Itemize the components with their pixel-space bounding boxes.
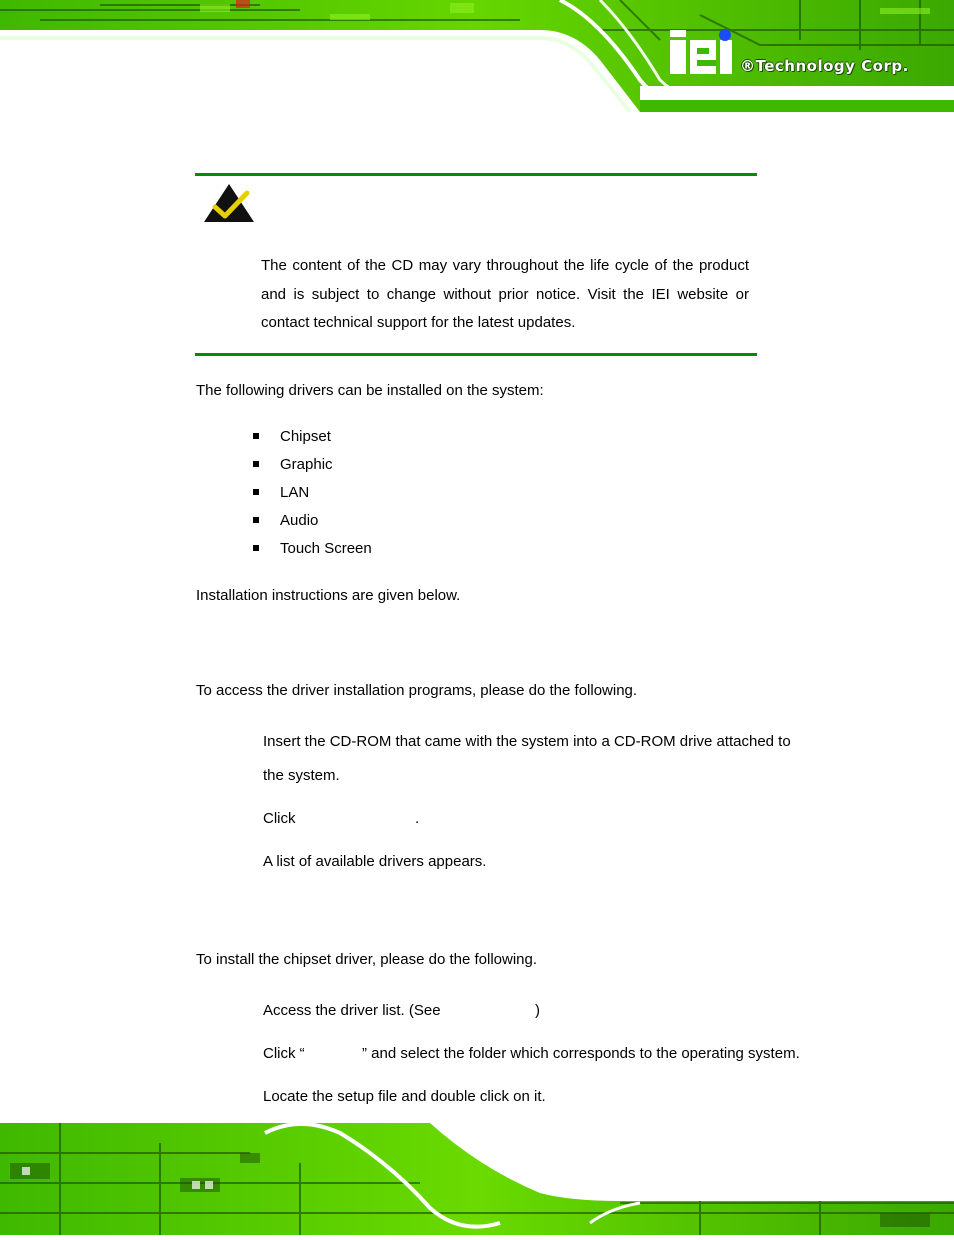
bullet-icon [253, 489, 259, 495]
access-step1-line2: the system. [263, 767, 340, 784]
chipset-intro: To install the chipset driver, please do the following. [196, 951, 538, 968]
chipset-step2-end: ” and select the folder which corresponds to the operating system. [362, 1045, 800, 1062]
pcb-header-graphic [0, 0, 954, 112]
bullet-icon [253, 461, 259, 467]
chipset-step3: Locate the setup file and double click on it. [263, 1088, 546, 1105]
pcb-footer-graphic [0, 1123, 954, 1235]
chipset-step2-start: Click “ [263, 1045, 305, 1062]
bullet-icon [253, 545, 259, 551]
access-step2-end: . [415, 810, 420, 827]
access-step3: A list of available drivers appears. [263, 853, 487, 870]
note-bottom-rule [195, 353, 757, 356]
driver-item: Graphic [280, 456, 333, 473]
driver-item: Chipset [280, 428, 331, 445]
access-step1-line1: Insert the CD-ROM that came with the system into a CD-ROM drive attached to [263, 733, 791, 750]
note-top-rule [195, 173, 757, 176]
chipset-step1-end: ) [535, 1002, 540, 1019]
driver-item: Touch Screen [280, 540, 372, 557]
access-step2-click: Click [263, 810, 296, 827]
driver-item: Audio [280, 512, 319, 529]
access-intro: To access the driver installation programs, please do the following. [196, 682, 638, 699]
drivers-intro: The following drivers can be installed on the system: [196, 382, 544, 399]
install-note: Installation instructions are given below. [196, 587, 461, 604]
header-banner [0, 0, 954, 112]
footer-banner [0, 1123, 954, 1235]
brand-name: ®Technology Corp. [740, 57, 909, 75]
chipset-step1-start: Access the driver list. (See [263, 1002, 441, 1019]
driver-item: LAN [280, 484, 310, 501]
note-body-text: The content of the CD may vary throughout the life cycle of the product and is subject to change without prior notice. Visit the IEI website or contact technical support for the latest updates. [261, 257, 749, 331]
note-checkmark-icon [203, 183, 255, 223]
bullet-icon [253, 433, 259, 439]
bullet-icon [253, 517, 259, 523]
